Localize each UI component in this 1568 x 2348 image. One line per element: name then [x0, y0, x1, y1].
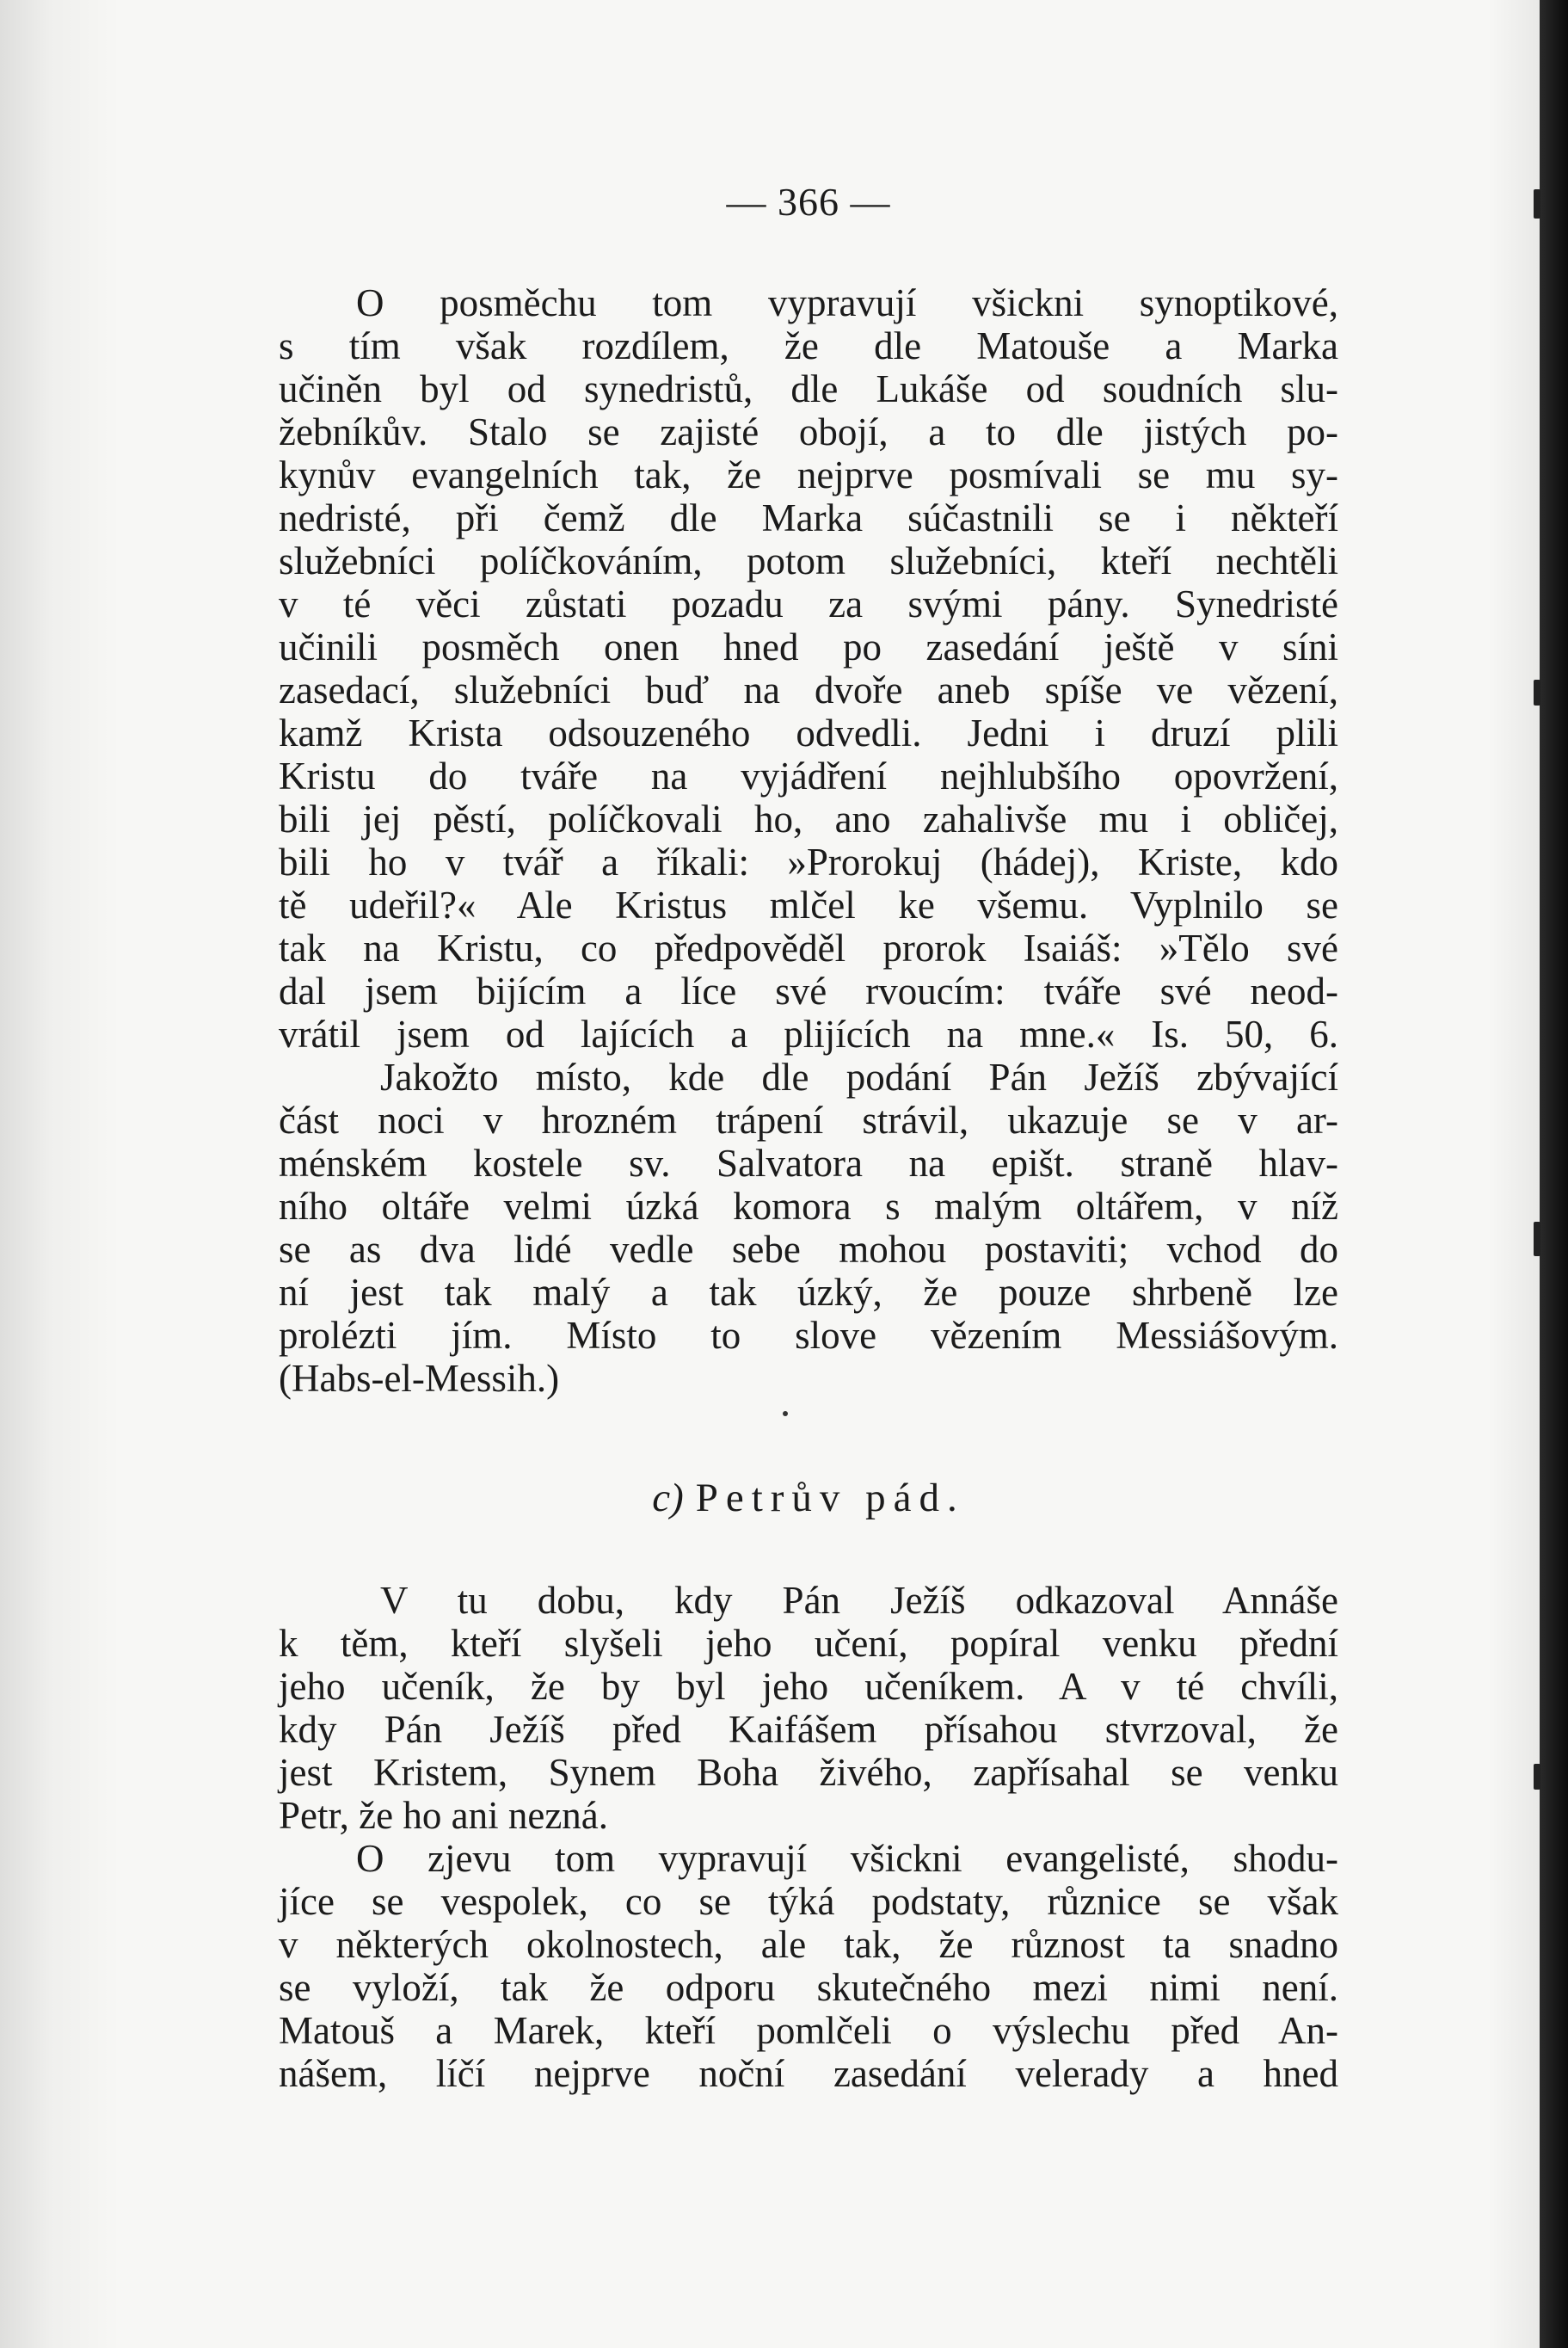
- text-line: s tím však rozdílem, že dle Matouše a Marka: [279, 324, 1338, 367]
- text-line: Kristu do tváře na vyjádření nejhlubšího opovržení,: [279, 755, 1338, 798]
- text-line: bili jej pěstí, políčkovali ho, ano zahalivše mu i obličej,: [279, 798, 1338, 841]
- text-line: ní jest tak malý a tak úzký, že pouze shrbeně lze: [279, 1271, 1338, 1314]
- text-line: vrátil jsem od lajících a plijících na mne.« Is. 50, 6.: [279, 1013, 1338, 1056]
- text-line: jest Kristem, Synem Boha živého, zapřísahal se venku: [279, 1751, 1338, 1794]
- text-line: se as dva lidé vedle sebe mohou postaviti; vchod do: [279, 1228, 1338, 1271]
- page-text: [279, 176, 1338, 2095]
- text-line: V tu dobu, kdy Pán Ježíš odkazoval Annáše: [380, 1579, 1338, 1622]
- text-line: O posměchu tom vypravují všickni synoptikové,: [356, 281, 1338, 324]
- text-line: ménském kostele sv. Salvatora na epišt. straně hlav-: [279, 1142, 1338, 1185]
- text-line: se vyloží, tak že odporu skutečného mezi nimi není.: [279, 1966, 1338, 2009]
- text-line: učinili posměch onen hned po zasedání ještě v síni: [279, 626, 1338, 669]
- text-line: k těm, kteří slyšeli jeho učení, popíral venku přední: [279, 1622, 1338, 1665]
- paragraph-1: [279, 281, 1338, 1056]
- section-label: c): [652, 1476, 684, 1520]
- text-line: jeho učeník, že by byl jeho učeníkem. A v té chvíli,: [279, 1665, 1338, 1708]
- text-line: tak na Kristu, co předpověděl prorok Isaiáš: »Tělo své: [279, 927, 1338, 970]
- section-title: Petrův pád.: [695, 1476, 965, 1520]
- edge-mark: [1534, 189, 1540, 219]
- edge-mark: [1534, 680, 1540, 706]
- text-line: část noci v hrozném trápení strávil, ukazuje se v ar-: [279, 1099, 1338, 1142]
- text-line: v té věci zůstati pozadu za svými pány. Synedristé: [279, 582, 1338, 626]
- text-line: služebníci políčkováním, potom služebníci, kteří nechtěli: [279, 539, 1338, 582]
- ink-speck: [783, 1411, 788, 1416]
- text-line: nedristé, při čemž dle Marka súčastnili se i někteří: [279, 496, 1338, 539]
- text-line: v některých okolnostech, ale tak, že různost ta snadno: [279, 1923, 1338, 1966]
- text-line: nášem, líčí nejprve noční zasedání velerady a hned: [279, 2052, 1338, 2095]
- text-line: Jakožto místo, kde dle podání Pán Ježíš zbývající: [380, 1056, 1338, 1099]
- text-line: jíce se vespolek, co se týká podstaty, různice se však: [279, 1880, 1338, 1923]
- text-line: tě udeřil?« Ale Kristus mlčel ke všemu. Vyplnilo se: [279, 884, 1338, 927]
- text-line: (Habs-el-Messih.): [279, 1357, 560, 1400]
- text-line: bili ho v tvář a říkali: »Prorokuj (hádej), Kriste, kdo: [279, 841, 1338, 884]
- section-heading: [279, 1472, 1338, 1524]
- text-line: prolézti jím. Místo to slove vězením Messiášovým.: [279, 1314, 1338, 1357]
- text-line: ního oltáře velmi úzká komora s malým oltářem, v níž: [279, 1185, 1338, 1228]
- paragraph-4: [279, 1837, 1338, 2095]
- text-line: Petr, že ho ani nezná.: [279, 1794, 609, 1837]
- paragraph-2: [279, 1056, 1338, 1400]
- text-line: kamž Krista odsouzeného odvedli. Jedni i druzí plili: [279, 712, 1338, 755]
- page-number: — 366 —: [726, 180, 891, 224]
- text-line: učiněn byl od synedristů, dle Lukáše od soudních slu-: [279, 367, 1338, 410]
- edge-mark: [1534, 1222, 1540, 1256]
- edge-mark: [1534, 1764, 1540, 1790]
- paragraph-3: [279, 1579, 1338, 1837]
- text-line: Matouš a Marek, kteří pomlčeli o výslechu před An-: [279, 2009, 1338, 2052]
- text-line: kdy Pán Ježíš před Kaifášem přísahou stvrzoval, že: [279, 1708, 1338, 1751]
- text-line: zasedací, služebníci buď na dvoře aneb spíše ve vězení,: [279, 669, 1338, 712]
- text-line: dal jsem bijícím a líce své rvoucím: tváře své neod-: [279, 970, 1338, 1013]
- text-line: kynův evangelních tak, že nejprve posmívali se mu sy-: [279, 453, 1338, 496]
- text-line: žebníkův. Stalo se zajisté obojí, a to dle jistých po-: [279, 410, 1338, 453]
- text-line: O zjevu tom vypravují všickni evangelisté, shodu-: [356, 1837, 1338, 1880]
- scan-border: [1540, 0, 1568, 2348]
